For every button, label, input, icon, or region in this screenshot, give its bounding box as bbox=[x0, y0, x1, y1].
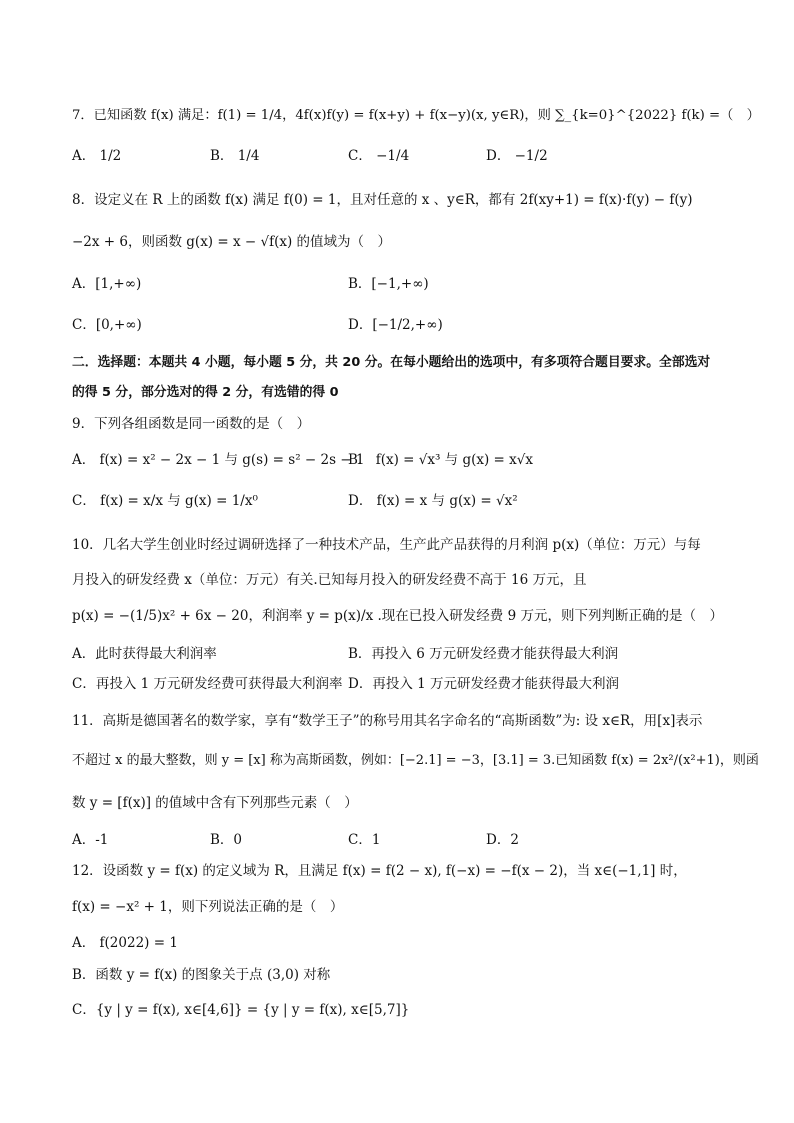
q8-stem-line1: 8．设定义在 R 上的函数 f(x) 满足 f(0) = 1，且对任意的 x 、y∈R，都有 2f(xy+1) = f(x)·f(y) − f(y) bbox=[72, 192, 693, 208]
q12-stem-line2: f(x) = −x² + 1，则下列说法正确的是（ ） bbox=[72, 899, 344, 915]
q10-stem-line3: p(x) = −(1/5)x² + 6x − 20，利润率 y = p(x)/x .现在已投入研发经费 9 万元，则下列判断正确的是（ ） bbox=[72, 608, 723, 624]
q9-stem: 9．下列各组函数是同一函数的是（ ） bbox=[72, 416, 311, 432]
q9-option-d: D． f(x) = x 与 g(x) = √x² bbox=[348, 493, 518, 509]
q11-stem-line2: 不超过 x 的最大整数，则 y = [x] 称为高斯函数，例如：[−2.1] = −3，[3.1] = 3.已知函数 f(x) = 2x²/(x²+1)，则函 bbox=[72, 753, 759, 768]
q8-stem-line2: −2x + 6，则函数 g(x) = x − √f(x) 的值域为（ ） bbox=[72, 234, 392, 250]
section2-header-line2: 的得 5 分，部分选对的得 2 分，有选错的得 0 bbox=[72, 385, 339, 400]
q11-option-a: A．-1 bbox=[72, 832, 109, 848]
q7-option-a: A． 1/2 bbox=[72, 148, 122, 164]
q11-option-d: D．2 bbox=[486, 832, 519, 848]
q7-option-d: D． −1/2 bbox=[486, 148, 548, 164]
q10-option-d: D．再投入 1 万元研发经费才能获得最大利润 bbox=[348, 676, 619, 692]
q11-stem-line1: 11．高斯是德国著名的数学家，享有“数学王子”的称号用其名字命名的“高斯函数”为: 设 x∈R，用[x]表示 bbox=[72, 713, 703, 729]
q8-option-a: A．[1,+∞) bbox=[72, 276, 142, 292]
q10-option-b: B．再投入 6 万元研发经费才能获得最大利润 bbox=[348, 646, 619, 662]
q12-stem-line1: 12．设函数 y = f(x) 的定义域为 R，且满足 f(x) = f(2 − x), f(−x) = −f(x − 2)，当 x∈(−1,1] 时， bbox=[72, 863, 687, 879]
q7-option-c: C． −1/4 bbox=[348, 148, 410, 164]
q12-option-c: C．{y | y = f(x), x∈[4,6]} = {y | y = f(x), x∈[5,7]} bbox=[72, 1002, 410, 1018]
q9-option-b: B． f(x) = √x³ 与 g(x) = x√x bbox=[348, 452, 533, 468]
q11-option-c: C．1 bbox=[348, 832, 381, 848]
q10-option-c: C．再投入 1 万元研发经费可获得最大利润率 bbox=[72, 676, 343, 692]
q10-option-a: A．此时获得最大利润率 bbox=[72, 646, 217, 662]
q7-option-b: B． 1/4 bbox=[210, 148, 260, 164]
q7-stem: 7．已知函数 f(x) 满足：f(1) = 1/4，4f(x)f(y) = f(x+y) + f(x−y)(x, y∈R)，则 ∑_{k=0}^{2022} f(k) =（ ） bbox=[72, 108, 760, 123]
q11-stem-line3: 数 y = [f(x)] 的值域中含有下列那些元素（ ） bbox=[72, 795, 358, 811]
q9-option-a: A． f(x) = x² − 2x − 1 与 g(s) = s² − 2s − 1 bbox=[72, 452, 365, 468]
q12-option-b: B．函数 y = f(x) 的图象关于点 (3,0) 对称 bbox=[72, 967, 331, 983]
q10-stem-line2: 月投入的研发经费 x（单位：万元）有关.已知每月投入的研发经费不高于 16 万元，且 bbox=[72, 572, 587, 588]
q10-stem-line1: 10．几名大学生创业时经过调研选择了一种技术产品，生产此产品获得的月利润 p(x)（单位：万元）与每 bbox=[72, 537, 701, 553]
q8-option-c: C．[0,+∞) bbox=[72, 317, 142, 333]
q11-option-b: B．0 bbox=[210, 832, 243, 848]
q8-option-b: B．[−1,+∞) bbox=[348, 276, 429, 292]
q9-option-c: C． f(x) = x/x 与 g(x) = 1/x⁰ bbox=[72, 493, 258, 509]
q12-option-a: A． f(2022) = 1 bbox=[72, 935, 178, 951]
section2-header-line1: 二．选择题：本题共 4 小题，每小题 5 分，共 20 分。在每小题给出的选项中，有多项符合题目要求。全部选对 bbox=[72, 355, 711, 370]
q8-option-d: D．[−1/2,+∞) bbox=[348, 317, 443, 333]
